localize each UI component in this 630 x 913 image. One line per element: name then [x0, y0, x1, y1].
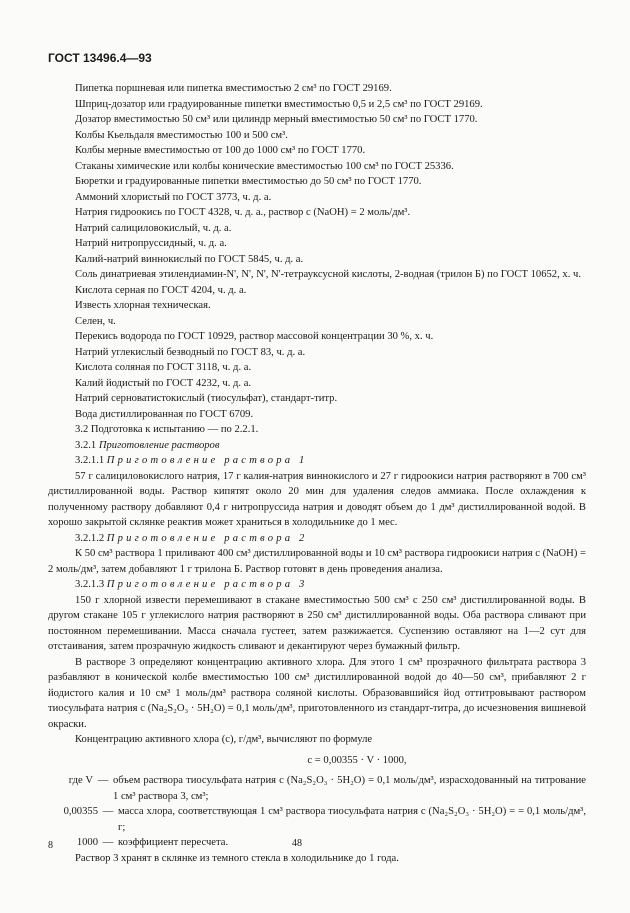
- definition-symbol: 1000: [76, 837, 98, 848]
- section-title: Приготовление растворов: [98, 439, 220, 451]
- solution-2-heading: [48, 531, 586, 547]
- document-body: [48, 81, 586, 866]
- reagent-trilon: Соль динатриевая этилендиамин-N', N', N', N'-тетрауксусной кислоты, 2-водная (трилон Б) по ГОСТ 10652, х. ч.: [75, 269, 581, 280]
- section-number: 3.2.1.3: [75, 579, 105, 590]
- section-3-2-1: [48, 438, 586, 454]
- definition-row: [48, 804, 586, 835]
- solution-1-text: 57 г салициловокислого натрия, 17 г калия-натрия виннокислого и 27 г гидроокиси натрия растворяют в 700 см³ дистиллированной воды. Раствор кипятят около 20 мин для удаления следов аммиака. После охлаждения к полученному раствору добавляют 0,4 г нитропруссида натрия и доводят объем до 1 дм³ дистиллированной водой. В хорошо закрытой склянке реактив может храниться в холодильнике до 1 мес.: [48, 470, 586, 528]
- section-title: Приготовление раствора 3: [106, 579, 308, 590]
- reagent-line: Аммоний хлористый по ГОСТ 3773, ч. д. а.: [75, 191, 272, 203]
- solution-1-heading: [48, 453, 586, 469]
- definition-dash: —: [97, 775, 109, 786]
- definition-dash: —: [102, 837, 114, 848]
- reagent-line: Калий-натрий виннокислый по ГОСТ 5845, ч. д. а.: [75, 253, 304, 265]
- document-header: ГОСТ 13496.4—93: [48, 51, 152, 65]
- reagent-line: Вода дистиллированная по ГОСТ 6709.: [75, 408, 254, 420]
- reagent-line: Дозатор вместимостью 50 см³ или цилиндр мерный вместимостью 50 см³ по ГОСТ 1770.: [75, 114, 478, 125]
- reagent-line: Селен, ч.: [75, 315, 116, 327]
- reagent-line: Кислота соляная по ГОСТ 3118, ч. д. а.: [75, 362, 252, 373]
- reagent-line: Пипетка поршневая или пипетка вместимостью 2 см³ по ГОСТ 29169.: [75, 83, 392, 94]
- definition-text: масса хлора, соответствующая 1 см³ раствора тиосульфата натрия c (Na₂S₂O₃ · 5H₂O) = = 0,1 моль/дм³, г;: [118, 806, 586, 833]
- reagent-line: Бюретки и градуированные пипетки вместимостью до 50 см³ по ГОСТ 1770.: [75, 176, 422, 187]
- section-3-2: 3.2 Подготовка к испытанию — по 2.2.1.: [75, 424, 259, 435]
- solution-3-text: 150 г хлорной извести перемешивают в стакане вместимостью 500 см³ с 250 см³ дистиллированной воды. В другом стакане 105 г углекислого натрия растворяют в 250 см³ дистиллированной воды. Оба раствора сливают при постоянном перемешивании. Масса сначала густеет, затем разжижается. Суспензию оставляют на 1—2 сут для отстаивания, затем прозрачную жидкость сливают и декантируют через бумажный фильтр.: [48, 594, 586, 652]
- reagent-line: Колбы мерные вместимостью от 100 до 1000 см³ по ГОСТ 1770.: [75, 145, 366, 156]
- reagent-line: Шприц-дозатор или градуированные пипетки вместимостью 0,5 и 2,5 см³ по ГОСТ 29169.: [75, 98, 483, 110]
- definition-row: [48, 835, 586, 851]
- definition-symbol: 0,00355: [63, 806, 98, 817]
- reagent-line: Калий йодистый по ГОСТ 4232, ч. д. а.: [75, 377, 252, 389]
- formula: c = 0,00355 · V · 1000,: [307, 754, 407, 766]
- reagent-line: Перекись водорода по ГОСТ 10929, раствор массовой концентрации 30 %, х. ч.: [75, 331, 434, 342]
- section-title: Приготовление раствора 2: [106, 532, 308, 544]
- reagent-line: Колбы Кьельдаля вместимостью 100 и 500 см³.: [75, 129, 288, 141]
- storage-note: Раствор 3 хранят в склянке из темного стекла в холодильнике до 1 года.: [75, 852, 399, 864]
- definition-text: коэффициент пересчета.: [118, 837, 229, 848]
- section-number: 3.2.1.1: [75, 455, 105, 466]
- reagent-line: Известь хлорная техническая.: [75, 300, 211, 311]
- page-number-center: 48: [292, 838, 302, 849]
- page-number-left: 8: [48, 840, 53, 851]
- reagent-line: Стаканы химические или колбы конические вместимостью 100 см³ по ГОСТ 25336.: [75, 160, 454, 172]
- section-title: Приготовление раствора 1: [106, 455, 308, 466]
- definition-text: объем раствора тиосульфата натрия c (Na₂S₂O₃ · 5H₂O) = 0,1 моль/дм³, израсходованный на титрование 1 см³ раствора 3, см³;: [113, 775, 586, 802]
- reagent-line: Кислота серная по ГОСТ 4204, ч. д. а.: [75, 284, 247, 296]
- section-number: 3.2.1.2: [75, 532, 105, 544]
- reagent-line: Натрий салициловокислый, ч. д. а.: [75, 222, 232, 234]
- concentration-intro: Концентрацию активного хлора (c), г/дм³, вычисляют по формуле: [75, 734, 373, 745]
- section-number: 3.2.1: [75, 439, 97, 451]
- reagent-line: Натрий нитропруссидный, ч. д. а.: [75, 238, 227, 249]
- reagent-line: Натрий углекислый безводный по ГОСТ 83, ч. д. а.: [75, 346, 306, 358]
- definition-symbol: где V: [68, 775, 93, 786]
- definition-row: [48, 773, 586, 804]
- solution-3-heading: [48, 577, 586, 593]
- formula-definitions: [48, 773, 586, 851]
- reagent-line: Натрий серноватистокислый (тиосульфат), стандарт-титр.: [75, 393, 338, 404]
- reagent-line: Натрия гидроокись по ГОСТ 4328, ч. д. а., раствор c (NaOH) = 2 моль/дм³.: [75, 207, 411, 218]
- solution-2-text: К 50 см³ раствора 1 приливают 400 см³ дистиллированной воды и 10 см³ раствора гидроокиси натрия c (NaOH) = 2 моль/дм³, затем добавляют 1 г трилона Б. Раствор готовят в день проведения анализа.: [48, 548, 586, 575]
- definition-dash: —: [102, 806, 114, 817]
- reagents-list: [48, 81, 586, 422]
- chlorine-paragraph: В растворе 3 определяют концентрацию активного хлора. Для этого 1 см³ прозрачного фильтрата раствора 3 разбавляют в конической колбе вместимостью 100 см³ дистиллированной водой до 40—50 см³, прибавляют 2 г йодистого калия и 10 см³ 1 моль/дм³ раствора соляной кислоты. Образовавшийся йод оттитровывают раствором тиосульфата натрия c (Na₂S₂O₃ · 5H₂O) = 0,1 моль/дм³, приготовленного из стандарт-титра, до исчезновения вишневой окраски.: [48, 656, 586, 730]
